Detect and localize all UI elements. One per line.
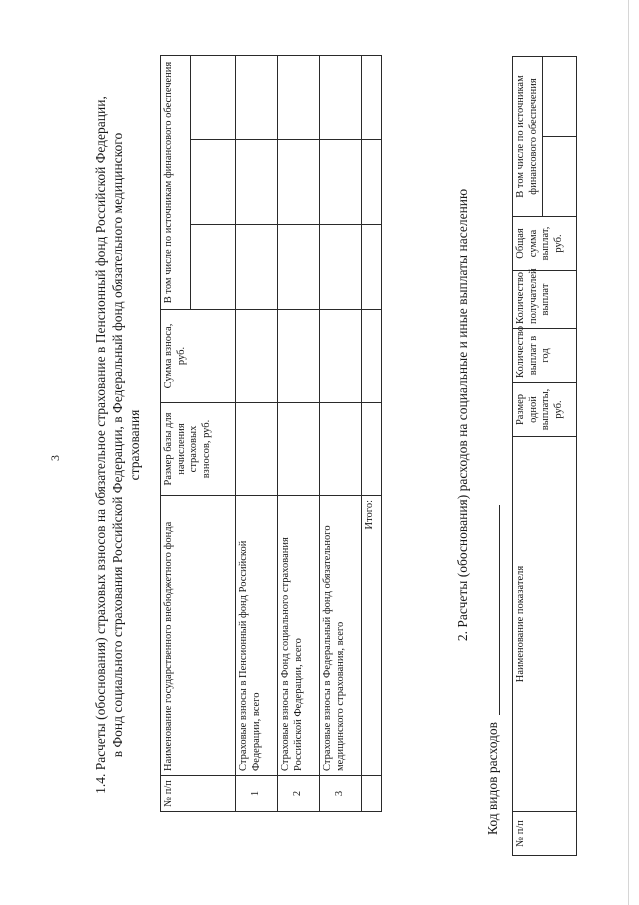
expense-code-underline bbox=[499, 505, 500, 715]
header-sum: Сумма взноса, руб. bbox=[161, 310, 236, 403]
table-cell bbox=[278, 55, 320, 139]
header-indicator-name: Наименование показателя bbox=[513, 437, 577, 812]
header-base: Размер базы для начисления страховых взносов, руб. bbox=[161, 403, 236, 496]
row-num: 3 bbox=[320, 776, 362, 812]
table-cell bbox=[320, 225, 362, 310]
header-sources: В том числе по источникам финансового обеспечения bbox=[161, 55, 191, 309]
total-label: Итого: bbox=[362, 496, 382, 776]
table-cell bbox=[278, 140, 320, 225]
table-cell bbox=[320, 55, 362, 139]
table-cell bbox=[278, 310, 320, 403]
table-row bbox=[236, 55, 278, 811]
page-number: 3 bbox=[48, 455, 62, 461]
section-1-4-title-line: в Фонд социального страхования Российской Федерации, в Федеральный фонд обязательного медицинского bbox=[110, 132, 125, 758]
table-cell bbox=[236, 55, 278, 139]
table-cell bbox=[362, 225, 382, 310]
section-2-title: 2. Расчеты (обоснования) расходов на социальные и иные выплаты населению bbox=[455, 188, 470, 642]
header-recipients: Количество получателей выплат bbox=[513, 271, 577, 329]
table-cell bbox=[236, 403, 278, 496]
social-payments-table bbox=[512, 56, 577, 856]
expense-code-label: Код видов расходов bbox=[485, 721, 500, 835]
insurance-contributions-table bbox=[160, 55, 382, 812]
table-cell bbox=[278, 225, 320, 310]
header-payment-size: Размер одной выплаты, руб. bbox=[513, 383, 577, 437]
table-cell bbox=[362, 403, 382, 496]
row-num: 2 bbox=[278, 776, 320, 812]
table-cell bbox=[320, 403, 362, 496]
table-cell bbox=[362, 55, 382, 139]
table-row bbox=[278, 55, 320, 811]
table-cell bbox=[278, 403, 320, 496]
table-cell bbox=[362, 310, 382, 403]
table-row bbox=[362, 55, 382, 811]
row-fund-name: Страховые взносы в Пенсионный фонд Российской Федерации, всего bbox=[236, 496, 278, 776]
row-num: 1 bbox=[236, 776, 278, 812]
table-header-row bbox=[513, 57, 543, 856]
table-cell bbox=[236, 225, 278, 310]
table-cell bbox=[320, 310, 362, 403]
table-cell bbox=[236, 140, 278, 225]
table-row bbox=[320, 55, 362, 811]
table-cell bbox=[362, 140, 382, 225]
table-cell bbox=[191, 225, 236, 310]
table-cell bbox=[191, 55, 236, 139]
table-cell bbox=[191, 140, 236, 225]
scan-edge-line bbox=[628, 0, 629, 905]
row-fund-name: Страховые взносы в Федеральный фонд обязательного медицинского страхования, всего bbox=[320, 496, 362, 776]
header-total-sum: Общая сумма выплат, руб. bbox=[513, 217, 577, 271]
table-cell bbox=[543, 57, 577, 137]
table-cell bbox=[543, 137, 577, 217]
section-1-4-title bbox=[92, 65, 143, 825]
table-cell bbox=[320, 140, 362, 225]
header-payments-per-year: Количество выплат в год bbox=[513, 329, 577, 383]
header-num: № п/п bbox=[161, 776, 236, 812]
table-cell bbox=[362, 776, 382, 812]
table-header-row bbox=[161, 55, 191, 811]
section-1-4-title-line: страхования bbox=[127, 409, 142, 481]
header-sources: В том числе по источникам финансового обеспечения bbox=[513, 57, 543, 217]
table-cell bbox=[236, 310, 278, 403]
header-num: № п/п bbox=[513, 812, 577, 856]
header-fund-name: Наименование государственного внебюджетного фонда bbox=[161, 496, 236, 776]
row-fund-name: Страховые взносы в Фонд социального страхования Российской Федерации, всего bbox=[278, 496, 320, 776]
section-1-4-title-line: 1.4. Расчеты (обоснования) страховых взносов на обязательное страхование в Пенсионный фонд Российской Федерации, bbox=[93, 96, 108, 794]
